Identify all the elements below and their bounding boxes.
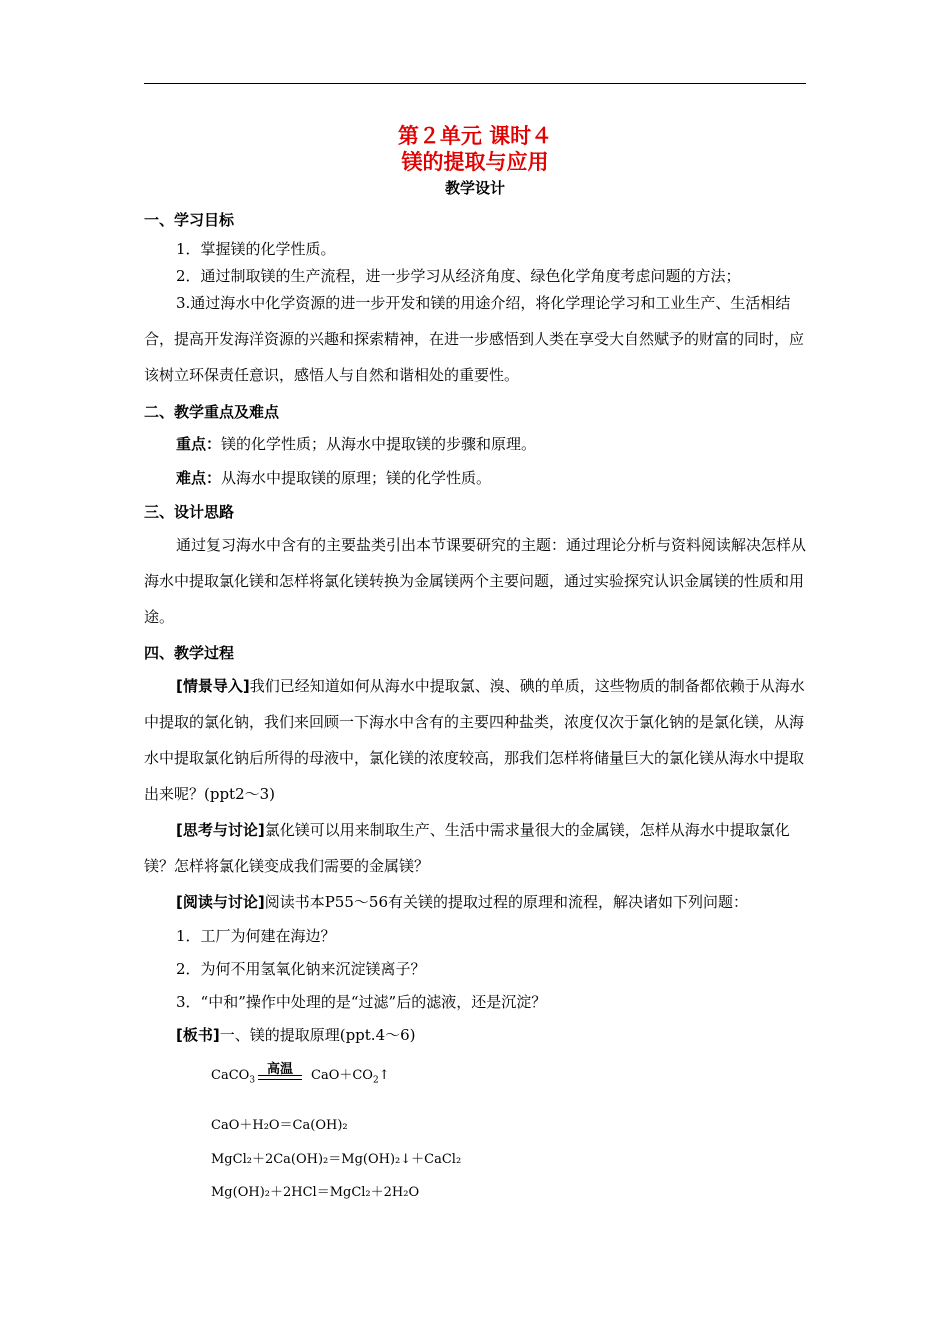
read-text: 阅读书本P55～56有关镁的提取过程的原理和流程，解决诸如下列问题： bbox=[264, 893, 748, 911]
section-1-heading: 一、学习目标 bbox=[144, 211, 235, 229]
key-point-label: 重点： bbox=[176, 435, 222, 453]
condition-line-top bbox=[258, 1075, 302, 1076]
key-point bbox=[176, 434, 536, 454]
eq1-products: CaO＋CO bbox=[311, 1068, 373, 1083]
think-paragraph bbox=[144, 812, 808, 884]
intro-label: [情景导入] bbox=[176, 677, 250, 695]
section-3-heading: 三、设计思路 bbox=[144, 503, 235, 521]
equation-1-left bbox=[211, 1067, 255, 1090]
read-paragraph bbox=[144, 884, 808, 920]
difficulty-text: 从海水中提取镁的原理；镁的化学性质。 bbox=[221, 469, 492, 487]
design-idea-text: 通过复习海水中含有的主要盐类引出本节课要研究的主题：通过理论分析与资料阅读解决怎样从海水中提取氯化镁和怎样将氯化镁转换为金属镁两个主要问题，通过实验探究认识金属镁的性质和用途。 bbox=[144, 536, 807, 626]
equation-4: Mg(OH)₂＋2HCl＝MgCl₂＋2H₂O bbox=[211, 1185, 420, 1200]
question-1: 1．工厂为何建在海边？ bbox=[176, 927, 336, 945]
equation-3: MgCl₂＋2Ca(OH)₂＝Mg(OH)₂↓＋CaCl₂ bbox=[211, 1152, 462, 1167]
question-2: 2．为何不用氢氧化钠来沉淀镁离子？ bbox=[176, 960, 426, 978]
board-heading bbox=[176, 1025, 416, 1045]
think-text: 氯化镁可以用来制取生产、生活中需求量很大的金属镁，怎样从海水中提取氯化镁？怎样将氯化镁变成我们需要的金属镁？ bbox=[144, 821, 790, 875]
eq1-reactant: CaCO bbox=[211, 1068, 250, 1083]
think-label: [思考与讨论] bbox=[176, 821, 265, 839]
lesson-title: 第２单元 课时４ bbox=[397, 124, 553, 148]
objective-2: 2．通过制取镁的生产流程，进一步学习从经济角度、绿色化学角度考虑问题的方法； bbox=[176, 267, 741, 285]
header-rule bbox=[144, 83, 806, 84]
difficulty-label: 难点： bbox=[176, 469, 222, 487]
eq1-reactant-sub: 3 bbox=[249, 1075, 256, 1086]
objective-1: 1．掌握镁的化学性质。 bbox=[176, 240, 336, 258]
condition-line-bottom bbox=[258, 1079, 302, 1080]
question-3: 3．“中和”操作中处理的是“过滤”后的滤液，还是沉淀？ bbox=[176, 993, 547, 1011]
reaction-condition: 高温 bbox=[266, 1062, 293, 1077]
gas-arrow-icon: ↑ bbox=[378, 1068, 390, 1083]
doc-subtitle: 教学设计 bbox=[444, 179, 505, 197]
intro-paragraph bbox=[144, 668, 808, 812]
equation-2: CaO＋H₂O＝Ca(OH)₂ bbox=[211, 1118, 348, 1133]
difficulty bbox=[176, 468, 491, 488]
board-text: 一、镁的提取原理(ppt.4～6) bbox=[219, 1026, 416, 1044]
section-4-heading: 四、教学过程 bbox=[144, 644, 235, 662]
objective-3: 3.通过海水中化学资源的进一步开发和镁的用途介绍，将化学理论学习和工业生产、生活相结合，提高开发海洋资源的兴趣和探索精神，在进一步感悟到人类在享受大自然赋予的财富的同时，应该树立环保责任意识，感悟人与自然和谐相处的重要性。 bbox=[144, 294, 805, 384]
board-label: [板书] bbox=[176, 1026, 220, 1044]
topic-title: 镁的提取与应用 bbox=[401, 150, 549, 174]
intro-text: 我们已经知道如何从海水中提取氯、溴、碘的单质，这些物质的制备都依赖于从海水中提取的氯化钠，我们来回顾一下海水中含有的主要四种盐类，浓度仅次于氯化钠的是氯化镁，从海水中提取氯化钠后所得的母液中，氯化镁的浓度较高，那我们怎样将储量巨大的氯化镁从海水中提取出来呢？(ppt2～3) bbox=[144, 677, 805, 803]
eq1-products-sub: 2 bbox=[372, 1075, 379, 1086]
key-point-text: 镁的化学性质；从海水中提取镁的步骤和原理。 bbox=[221, 435, 537, 453]
read-label: [阅读与讨论] bbox=[176, 893, 265, 911]
equation-1-right bbox=[311, 1067, 390, 1090]
section-2-heading: 二、教学重点及难点 bbox=[144, 403, 280, 421]
